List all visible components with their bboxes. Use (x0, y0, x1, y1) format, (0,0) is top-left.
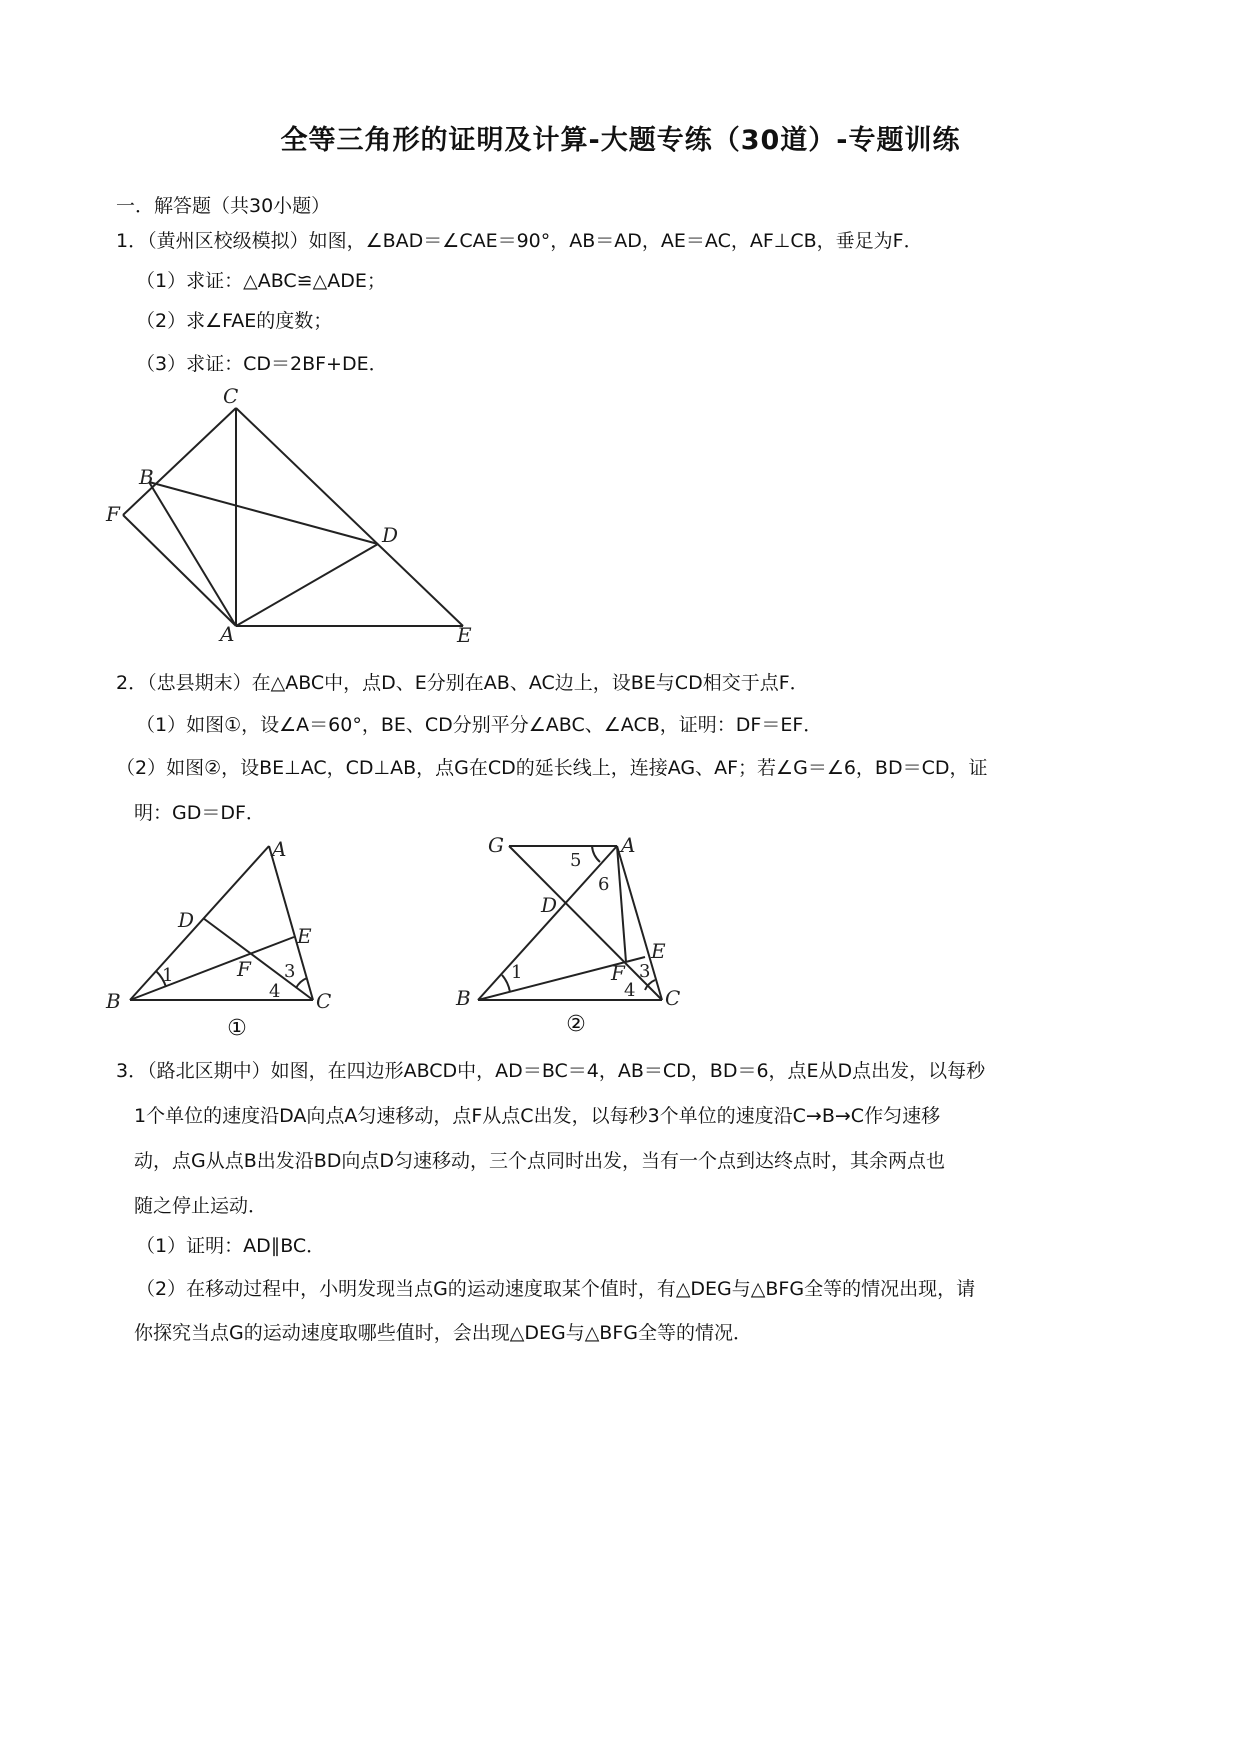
label-b: B (106, 989, 121, 1013)
q1-figure (0, 380, 560, 660)
segment-bd (149, 482, 378, 544)
q2-part1: （1）如图①，设∠A＝60°，BE、CD分别平分∠ABC、∠ACB，证明：DF＝EF． (136, 714, 823, 736)
label-a: A (220, 622, 235, 646)
q2-part2-line1: （2）如图②，设BE⊥AC，CD⊥AB，点G在CD的延长线上，连接AG、AF；若∠G＝∠6，BD＝CD，证 (116, 757, 988, 779)
q1-part1: （1）求证：△ABC≌△ADE； (136, 270, 386, 292)
segment-cf (123, 408, 236, 515)
q2-part2-line2: 明：GD＝DF． (134, 802, 265, 824)
angle-label-6: 6 (598, 874, 610, 895)
angle-label-4: 4 (269, 981, 281, 1002)
label-c: C (223, 384, 239, 408)
q3-stem-line1: 3．（路北区期中）如图，在四边形ABCD中，AD＝BC＝4，AB＝CD，BD＝6，点E从D点出发，以每秒 (116, 1060, 986, 1082)
segment-ba (478, 846, 617, 1000)
label-e: E (457, 623, 472, 647)
q1-stem: 1．（黄州区校级模拟）如图，∠BAD＝∠CAE＝90°，AB＝AD，AE＝AC，AF⊥CB，垂足为F． (116, 230, 923, 252)
label-f: F (611, 961, 625, 985)
q2-figure-2 (420, 830, 720, 1030)
angle-label-3: 3 (284, 961, 296, 982)
q2-figure-2-caption: ② (566, 1012, 586, 1037)
q3-stem-line4: 随之停止运动． (134, 1195, 268, 1217)
angle-label-5: 5 (570, 850, 582, 871)
angle-label-4: 4 (624, 980, 636, 1001)
page-title: 全等三角形的证明及计算-大题专练（30道）-专题训练 (280, 125, 961, 156)
label-c: C (665, 986, 681, 1010)
q2-figure-1-caption: ① (227, 1016, 247, 1041)
q1-part2: （2）求∠FAE的度数； (136, 310, 333, 332)
angle-arc-c (296, 978, 307, 988)
label-d: D (178, 908, 195, 932)
label-e: E (297, 924, 312, 948)
q3-part1: （1）证明：AD∥BC． (136, 1235, 326, 1257)
q1-part3: （3）求证：CD＝2BF+DE． (136, 353, 388, 375)
label-e: E (651, 939, 666, 963)
angle-arc-5 (592, 846, 600, 862)
label-b: B (456, 986, 471, 1010)
label-d: D (382, 523, 399, 547)
q3-stem-line2: 1个单位的速度沿DA向点A匀速移动，点F从点C出发，以每秒3个单位的速度沿C→B→C作匀速移 (134, 1105, 941, 1127)
angle-label-1: 1 (162, 965, 174, 986)
q3-part2-line1: （2）在移动过程中，小明发现当点G的运动速度取某个值时，有△DEG与△BFG全等的情况出现，请 (136, 1278, 976, 1300)
q2-stem: 2．（忠县期末）在△ABC中，点D、E分别在AB、AC边上，设BE与CD相交于点F． (116, 672, 809, 694)
angle-label-1: 1 (511, 962, 523, 983)
label-c: C (316, 989, 332, 1013)
segment-ad (236, 544, 378, 626)
segment-ce (236, 408, 463, 626)
label-d: D (541, 893, 558, 917)
label-f: F (106, 502, 120, 526)
label-a: A (272, 837, 287, 861)
q3-stem-line3: 动，点G从点B出发沿BD向点D匀速移动，三个点同时出发，当有一个点到达终点时，其余两点也 (134, 1150, 946, 1172)
label-a: A (621, 833, 636, 857)
label-b: B (139, 465, 154, 489)
section-heading: 一．解答题（共30小题） (116, 195, 331, 217)
q3-part2-line2: 你探究当点G的运动速度取哪些值时，会出现△DEG与△BFG全等的情况． (134, 1322, 752, 1344)
angle-label-3: 3 (639, 961, 651, 982)
angle-arc-1 (502, 975, 510, 992)
q2-figure-1 (0, 830, 380, 1030)
label-g: G (488, 833, 504, 857)
label-f: F (237, 957, 251, 981)
